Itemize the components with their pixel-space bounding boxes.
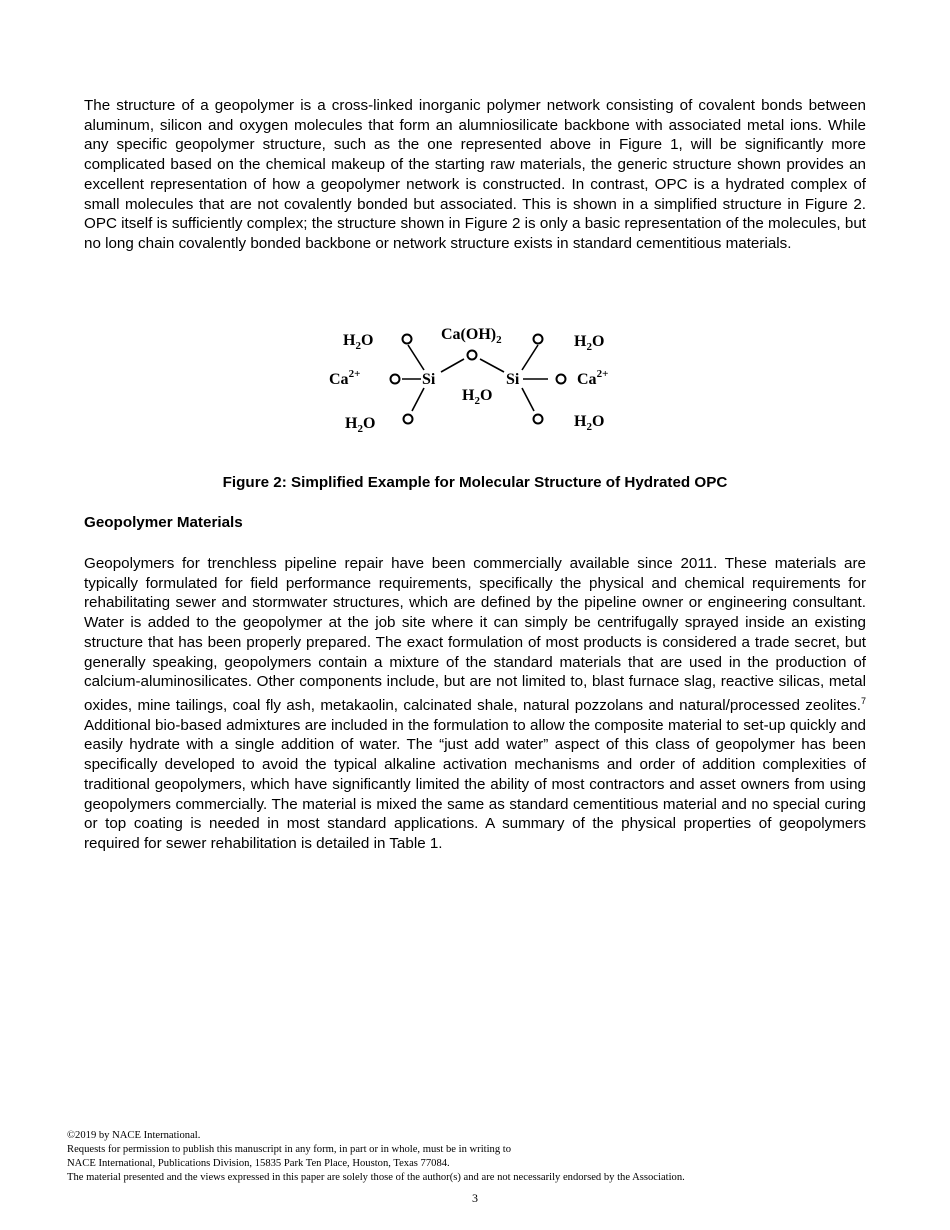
oxygen-bottom-right — [534, 415, 543, 424]
water-label-bottom-right: $H_2O$ — [574, 413, 605, 433]
paragraph-2-continuation: Additional bio-based admixtures are included in the formulation to allow the composite material to set-up quickly and easily hydrate with a single addition of water. The “just add water” aspect of this class of geopolymer has been specifically developed to avoid the typical alkaline activation mechanisms and order of addition complexities of traditional geopolymers, which have significantly limited the ability of most contractors and asset owners from using geopolymers commercially. The material is mixed the same as standard cementitious material and no special curing or top coating is needed in most standard applications. A summary of the physical properties of geopolymers required for sewer rehabilitation is detailed in Table 1. — [84, 716, 866, 852]
water-label-center: $H_2O$ — [462, 387, 493, 407]
page-footer — [67, 1129, 685, 1185]
calcium-ion-right: $Ca^{2+}$ — [577, 368, 609, 388]
oxygen-right — [557, 375, 566, 384]
water-label-bottom-left: $H_2O$ — [345, 415, 376, 435]
calcium-ion-left: $Ca^{2+}$ — [329, 368, 361, 388]
body-paragraph-1: The structure of a geopolymer is a cross-linked inorganic polymer network consisting of covalent bonds between aluminum, silicon and oxygen molecules that form an alumniosilicate backbone with associated metal ions. While any specific geopolymer structure, such as the one represented above in Figure 1, will be significantly more complicated based on the chemical makeup of the starting raw materials, the generic structure shown provides an excellent representation of how a geopolymer network is constructed. In contrast, OPC is a hydrated complex of small molecules that are not covalently bonded but associated. This is shown in a simplified structure in Figure 2. OPC itself is sufficiently complex; the structure shown in Figure 2 is only a basic representation of the molecules, but no long chain covalently bonded backbone or network structure exists in standard cementitious materials. — [84, 97, 866, 252]
oxygen-bridge — [468, 351, 477, 360]
silicon-atom-left: Si — [422, 371, 436, 388]
footer-disclaimer: The material presented and the views expressed in this paper are solely those of the author(s) and are not necessarily endorsed by the Association. — [67, 1172, 685, 1183]
footnote-reference: 7 — [860, 695, 866, 706]
body-paragraph-2 — [84, 554, 866, 854]
water-label-top-left: $H_2O$ — [343, 332, 374, 352]
page-number: 3 — [472, 1191, 478, 1205]
footer-address: NACE International, Publications Division, 15835 Park Ten Place, Houston, Texas 77084. — [67, 1158, 450, 1169]
footer-permission-notice: Requests for permission to publish this manuscript in any form, in part or in whole, must be in writing to — [67, 1144, 512, 1155]
figure-caption: Figure 2: Simplified Example for Molecular Structure of Hydrated OPC — [222, 474, 728, 491]
silicon-atom-right: Si — [506, 371, 520, 388]
section-heading: Geopolymer Materials — [84, 514, 243, 531]
water-label-top-right: $H_2O$ — [574, 333, 605, 353]
footer-copyright: ©2019 by NACE International. — [67, 1130, 201, 1141]
opc-molecular-structure-figure — [320, 322, 630, 442]
paragraph-2-text: Geopolymers for trenchless pipeline repair have been commercially available since 2011. These materials are typically formulated for field performance requirements, specifically the physical and chemical requirements for rehabilitating sewer and stormwater structures, which are defined by the pipeline owner or engineering consultant. Water is added to the geopolymer at the job site where it can simply be centrifugally sprayed inside an existing structure that has been properly prepared. The exact formulation of most products is considered a trade secret, but generally speaking, geopolymers contain a mixture of the standard materials that are used in the production of calcium-aluminosilicates. Other components include, but are not limited to, blast furnace slag, reactive silicas, metal oxides, mine tailings, coal fly ash, metakaolin, calcinated shale, natural pozzolans and natural/processed zeolites. — [84, 555, 866, 714]
oxygen-left — [391, 375, 400, 384]
oxygen-top-right — [534, 335, 543, 344]
calcium-hydroxide-label: $Ca(OH)_2$ — [441, 326, 502, 346]
oxygen-top-left — [403, 335, 412, 344]
oxygen-bottom-left — [404, 415, 413, 424]
